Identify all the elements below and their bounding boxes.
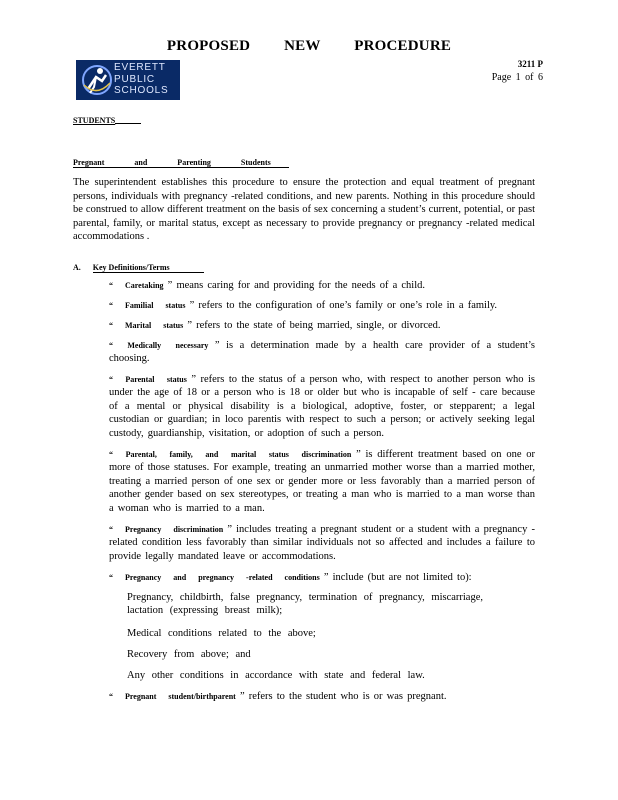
definition-term: “ Pregnant student/birthparent bbox=[109, 692, 236, 701]
logo-line: PUBLIC bbox=[114, 73, 155, 85]
definition-text: ” refers to the state of being married, single, or divorced. bbox=[183, 320, 441, 331]
definition-item bbox=[92, 448, 535, 515]
definition-item bbox=[92, 279, 535, 292]
sub-list-item bbox=[109, 627, 509, 640]
definition-item bbox=[92, 523, 535, 563]
sub-list-item bbox=[109, 648, 509, 661]
sub-item-text: Recovery from above; and bbox=[127, 649, 251, 660]
definition-text: ” includes treating a pregnant student or a student with a pregnancy -related condition less favorably than similar individuals not so affected and includes a failure to provide legally mandated leave or accommodations. bbox=[109, 524, 535, 562]
sub-item-text: Pregnancy, childbirth, false pregnancy, termination of pregnancy, miscarriage, lactation (expressing breast milk); bbox=[127, 592, 483, 617]
definition-term: “ Pregnancy and pregnancy -related conditions bbox=[109, 573, 320, 582]
procedure-subtitle: Pregnant and Parenting Students bbox=[73, 158, 289, 168]
definition-text: ” refers to the status of a person who, with respect to another person who is under the age of 18 or a person who is 18 or older but who is incapable of self - care because of a mental or physical disability is a biological, adoptive, foster, or stepparent; a legal custodian or guardian; in loco parentis with respect to such a person; or actively seeking legal custody, guardianship, visitation, or adoption of such a person. bbox=[109, 374, 535, 439]
definition-text: ” is a determination made by a health care provider of a student’s choosing. bbox=[109, 340, 535, 365]
definition-term: “ Familial status bbox=[109, 301, 186, 310]
definition-text: ” means caring for and providing for the needs of a child. bbox=[163, 280, 425, 291]
definition-term: “ Parental, family, and marital status discrimination bbox=[109, 450, 352, 459]
definition-term: “ Caretaking bbox=[109, 281, 164, 290]
definition-item bbox=[92, 319, 535, 332]
definition-term: “ Parental status bbox=[109, 375, 187, 384]
category-heading bbox=[73, 116, 141, 125]
logo-line: SCHOOLS bbox=[114, 85, 169, 96]
page-indicator: Page 1 of 6 bbox=[491, 72, 543, 83]
policy-number: 3211 P bbox=[517, 59, 543, 69]
school-logo bbox=[76, 60, 180, 100]
logo-figure-icon bbox=[80, 63, 114, 97]
sub-item-text: Any other conditions in accordance with state and federal law. bbox=[127, 670, 425, 681]
intro-paragraph: The superintendent establishes this procedure to ensure the protection and equal treatment of pregnant persons, individuals with pregnancy -related conditions, and new parents. Nothing in this procedure should be construed to allow different treatment on the basis of sex concerning a student’s current, potential, or past parental, family, or marital status, except as necessary to provide pregnancy or pregnancy -related medical accommodations . bbox=[73, 177, 535, 242]
logo-line: EVERETT bbox=[114, 62, 166, 73]
sub-list-item bbox=[109, 669, 509, 682]
definition-term: “ Medically necessary bbox=[109, 341, 209, 350]
definition-text: ” is different treatment based on one or more of those statuses. For example, treating an unmarried mother worse than a married mother, treating a married person of one sex or gender more or less favorably than a married person of another gender based on sex stereotypes, or treating a man who is married to a man worse than a woman who is married to a man. bbox=[109, 449, 535, 514]
logo-wordmark bbox=[114, 62, 169, 97]
definition-item bbox=[92, 690, 535, 703]
section-label: Key Definitions/Terms bbox=[93, 263, 204, 273]
category-label: STUDENTS bbox=[73, 116, 116, 125]
definition-term: “ Pregnancy discrimination bbox=[109, 525, 224, 534]
definition-item bbox=[92, 373, 535, 440]
definition-item bbox=[92, 299, 535, 312]
definition-item bbox=[92, 571, 535, 584]
definition-text: ” include (but are not limited to): bbox=[319, 572, 472, 583]
section-heading bbox=[73, 263, 204, 272]
page-title: PROPOSED NEW PROCEDURE bbox=[166, 38, 452, 54]
sub-item-text: Medical conditions related to the above; bbox=[127, 628, 316, 639]
section-letter: A. bbox=[73, 263, 81, 272]
definition-item bbox=[92, 339, 535, 366]
definition-text: ” refers to the student who is or was pregnant. bbox=[235, 691, 447, 702]
sub-list-item bbox=[109, 591, 509, 618]
definition-term: “ Marital status bbox=[109, 321, 184, 330]
definition-text: ” refers to the configuration of one’s family or one’s role in a family. bbox=[185, 300, 498, 311]
